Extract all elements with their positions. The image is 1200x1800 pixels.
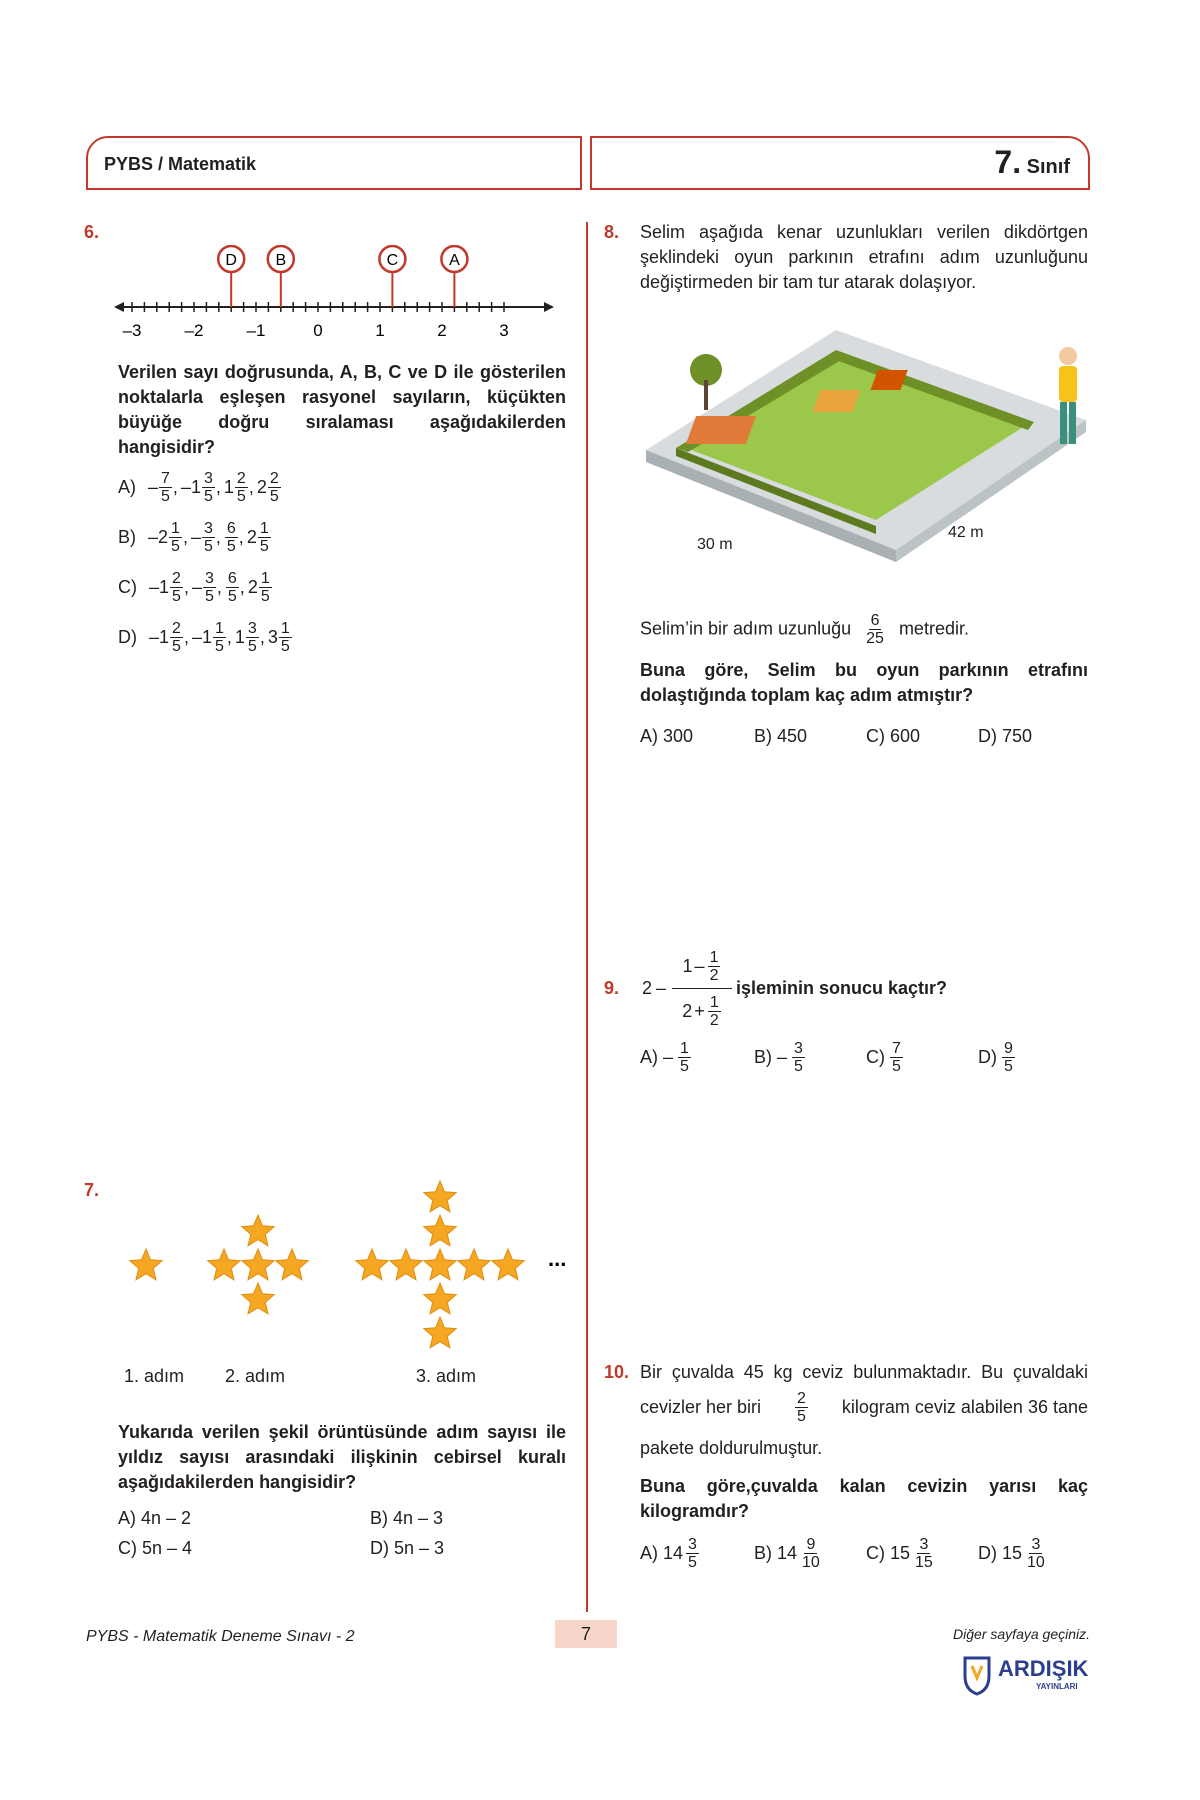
q10-line-3: pakete doldurulmuştur. [640,1438,823,1458]
number-line [110,245,560,345]
tick-label: 3 [499,321,509,340]
q8-number: 8. [604,222,620,242]
q9-option-a[interactable]: A) – $\frac{1}{5}$ [640,1040,689,1075]
q6-option-b[interactable]: B) –2 $\frac{1}{5}$ , – $\frac{3}{5}$ , $\frac{6}{5}$ , 2 $\frac{1}{5}$ [118,520,269,555]
star-icon [356,1249,388,1280]
star-icon [242,1249,274,1280]
star-icon [424,1283,456,1314]
marker-B: B [275,252,287,269]
park-illustration [636,320,1096,600]
column-divider [586,222,588,1612]
star-icon [424,1249,456,1280]
q6-option-d[interactable]: D) –1 $\frac{2}{5}$ , –1 $\frac{1}{5}$ , 1 $\frac{3}{5}$ , 3 $\frac{1}{5}$ [118,620,290,655]
tick-label: 0 [313,321,323,340]
q8-text: Selim aşağıda kenar uzunlukları verilen dikdörtgen şeklindeki oyun parkının etrafını adım uzunluğunu değiştirmeden bir tam tur atarak dolaşıyor. [640,222,1088,292]
q9-expression: 2 – 1 – $\frac{1}{2}$ 2 + $\frac{1}{2}$ [642,944,732,1034]
star-icon [208,1249,240,1280]
q10-question: Buna göre,çuvalda kalan cevizin yarısı kaç kilogramdır? [640,1476,1088,1521]
q6-number: 6. [84,222,100,242]
q8-option-c[interactable]: C) 600 [866,726,921,746]
q7-option-c[interactable]: C) 5n – 4 [118,1538,193,1558]
q10-option-d[interactable]: D) 15 $\frac{3}{10}$ [978,1536,1045,1571]
q10-option-a[interactable]: A) 14 $\frac{3}{5}$ [640,1536,697,1571]
park-length-label: 42 m [948,524,984,541]
q7-number: 7. [84,1180,100,1200]
star-icon [424,1317,456,1348]
q7-option-b[interactable]: B) 4n – 3 [370,1508,444,1528]
pattern-ellipsis: ... [548,1246,567,1271]
star-icon [458,1249,490,1280]
page-number: 7 [555,1620,617,1648]
marker-C: C [386,252,399,269]
marker-A: A [449,252,460,269]
star-icon [242,1215,274,1246]
header-title: PYBS / Matematik [104,154,257,174]
q6-option-a[interactable]: A) – $\frac{7}{5}$ , –1 $\frac{3}{5}$ , 1 $\frac{2}{5}$ , 2 $\frac{2}{5}$ [118,470,279,505]
q9-option-d[interactable]: D) $\frac{9}{5}$ [978,1040,1013,1075]
q7-text: Yukarıda verilen şekil örüntüsünde adım sayısı ile yıldız sayısı arasındaki ilişkinin cebirsel kuralı aşağıdakilerden hangisidir? [118,1422,566,1492]
q9-text: işleminin sonucu kaçtır? [736,978,948,998]
tick-label: –1 [246,321,266,340]
marker-D: D [225,252,237,269]
star-icon [130,1249,162,1280]
star-icon [492,1249,524,1280]
tick-label: 2 [437,321,447,340]
q8-option-d[interactable]: D) 750 [978,726,1033,746]
publisher-logo: ARDIŞIK YAYINLARI [962,1654,1092,1698]
step-length-line: Selim’in bir adım uzunluğu $\frac{6}{25}$ metredir. [640,612,969,647]
star-icon [390,1249,422,1280]
tick-label: –2 [184,321,204,340]
q10-option-c[interactable]: C) 15 $\frac{3}{15}$ [866,1536,933,1571]
q9-option-b[interactable]: B) – $\frac{3}{5}$ [754,1040,803,1075]
star-icon [424,1215,456,1246]
star-icon [424,1181,456,1212]
q8-question: Buna göre, Selim bu oyun parkının etrafını dolaştığında toplam kaç adım atmıştır? [640,660,1088,705]
q10-number: 10. [604,1362,630,1382]
q7-option-a[interactable]: A) 4n – 2 [118,1508,192,1528]
q8-option-a[interactable]: A) 300 [640,726,694,746]
q9-number: 9. [604,978,620,998]
step-2-label: 2. adım [225,1366,286,1386]
header-left [86,136,582,190]
tick-label: 1 [375,321,385,340]
q10-option-b[interactable]: B) 14 $\frac{9}{10}$ [754,1536,820,1571]
star-pattern [110,1180,590,1360]
park-width-label: 30 m [697,536,733,553]
shield-icon [962,1654,992,1696]
q7-option-d[interactable]: D) 5n – 3 [370,1538,445,1558]
step-1-label: 1. adım [124,1366,185,1386]
star-icon [242,1283,274,1314]
q6-option-c[interactable]: C) –1 $\frac{2}{5}$ , – $\frac{3}{5}$ , $\frac{6}{5}$ , 2 $\frac{1}{5}$ [118,570,270,605]
q10-line-2: cevizler her biri $\frac{2}{5}$ kilogram ceviz alabilen 36 tane [640,1390,1088,1425]
grade-label: 7. Sınıf [994,144,1070,180]
step-3-label: 3. adım [416,1366,477,1386]
header-right [590,136,1090,190]
q9-option-c[interactable]: C) $\frac{7}{5}$ [866,1040,901,1075]
tick-label: –3 [122,321,142,340]
q6-text: Verilen sayı doğrusunda, A, B, C ve D ile gösterilen noktalarla eşleşen rasyonel sayıların, küçükten büyüğe doğru sıralaması aşağıdakilerden hangisidir? [118,362,566,457]
footer-exam-title: PYBS - Matematik Deneme Sınavı - 2 [86,1628,355,1645]
next-page-note: Diğer sayfaya geçiniz. [953,1626,1090,1642]
star-icon [276,1249,308,1280]
q10-line-1: Bir çuvalda 45 kg ceviz bulunmaktadır. Bu çuvaldaki [640,1362,1088,1382]
q8-option-b[interactable]: B) 450 [754,726,808,746]
